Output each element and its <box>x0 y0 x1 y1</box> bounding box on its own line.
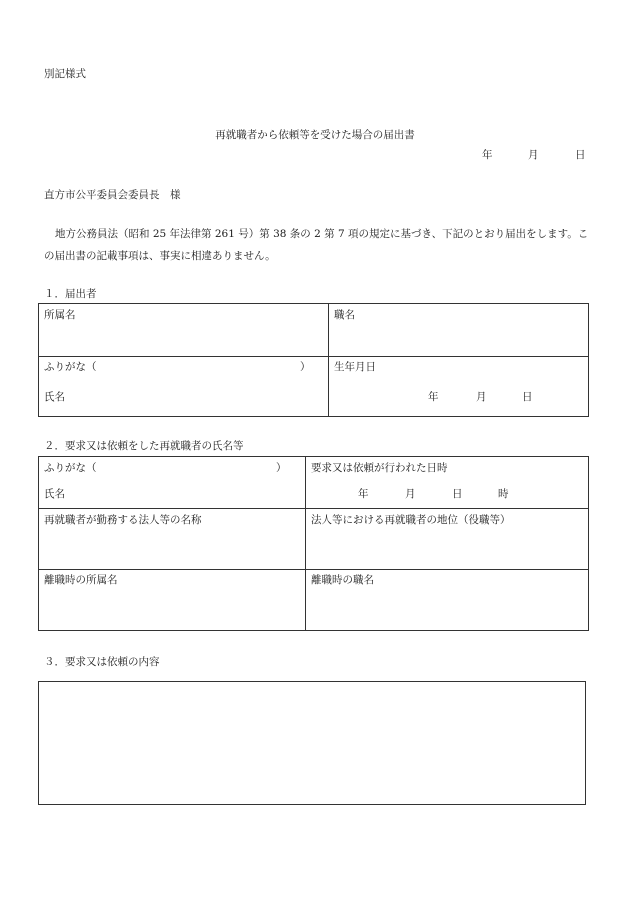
status-field[interactable]: 法人等における再就職者の地位（役職等） <box>311 514 511 526</box>
employer-field[interactable]: 再就職者が勤務する法人等の名称 <box>44 514 202 526</box>
section2-heading: ２．要求又は依頼をした再就職者の氏名等 <box>44 440 244 452</box>
birth-month-label: 月 <box>476 391 487 403</box>
dt-month-label: 月 <box>405 488 416 500</box>
form-label: 別記様式 <box>44 68 86 80</box>
request-content-box[interactable] <box>38 681 586 805</box>
s2-furigana-close: ） <box>276 462 287 474</box>
section1-heading: １．届出者 <box>44 288 97 300</box>
birthdate-field[interactable]: 生年月日 <box>334 361 376 373</box>
birth-day-label: 日 <box>522 391 533 403</box>
intro-paragraph: 地方公務員法（昭和 25 年法律第 261 号）第 38 条の 2 第 7 項の規定に基づき、下記のとおり届出をします。この届出書の記載事項は、事実に相違ありません。 <box>44 228 589 262</box>
document-title: 再就職者から依頼等を受けた場合の届出書 <box>215 129 415 141</box>
furigana-field[interactable]: ふりがな（ <box>44 361 97 373</box>
dt-year-label: 年 <box>358 488 369 500</box>
date-year-label: 年 <box>482 149 493 161</box>
furigana-close: ） <box>300 361 311 373</box>
dt-hour-label: 時 <box>498 488 509 500</box>
s2-name-field[interactable]: 氏名 <box>44 488 65 500</box>
affiliation-field[interactable]: 所属名 <box>44 309 76 321</box>
birth-year-label: 年 <box>428 391 439 403</box>
date-day-label: 日 <box>575 149 586 161</box>
section3-heading: ３．要求又は依頼の内容 <box>44 656 160 668</box>
section2-table <box>38 456 589 631</box>
dt-day-label: 日 <box>452 488 463 500</box>
datetime-field[interactable]: 要求又は依頼が行われた日時 <box>311 462 448 474</box>
s2-furigana-field[interactable]: ふりがな（ <box>44 462 97 474</box>
former-position-field[interactable]: 離職時の職名 <box>311 574 374 586</box>
former-affiliation-field[interactable]: 離職時の所属名 <box>44 574 118 586</box>
section1-table <box>38 303 589 417</box>
name-field[interactable]: 氏名 <box>44 391 65 403</box>
date-month-label: 月 <box>528 149 539 161</box>
position-field[interactable]: 職名 <box>334 309 355 321</box>
addressee: 直方市公平委員会委員長 様 <box>44 189 181 201</box>
